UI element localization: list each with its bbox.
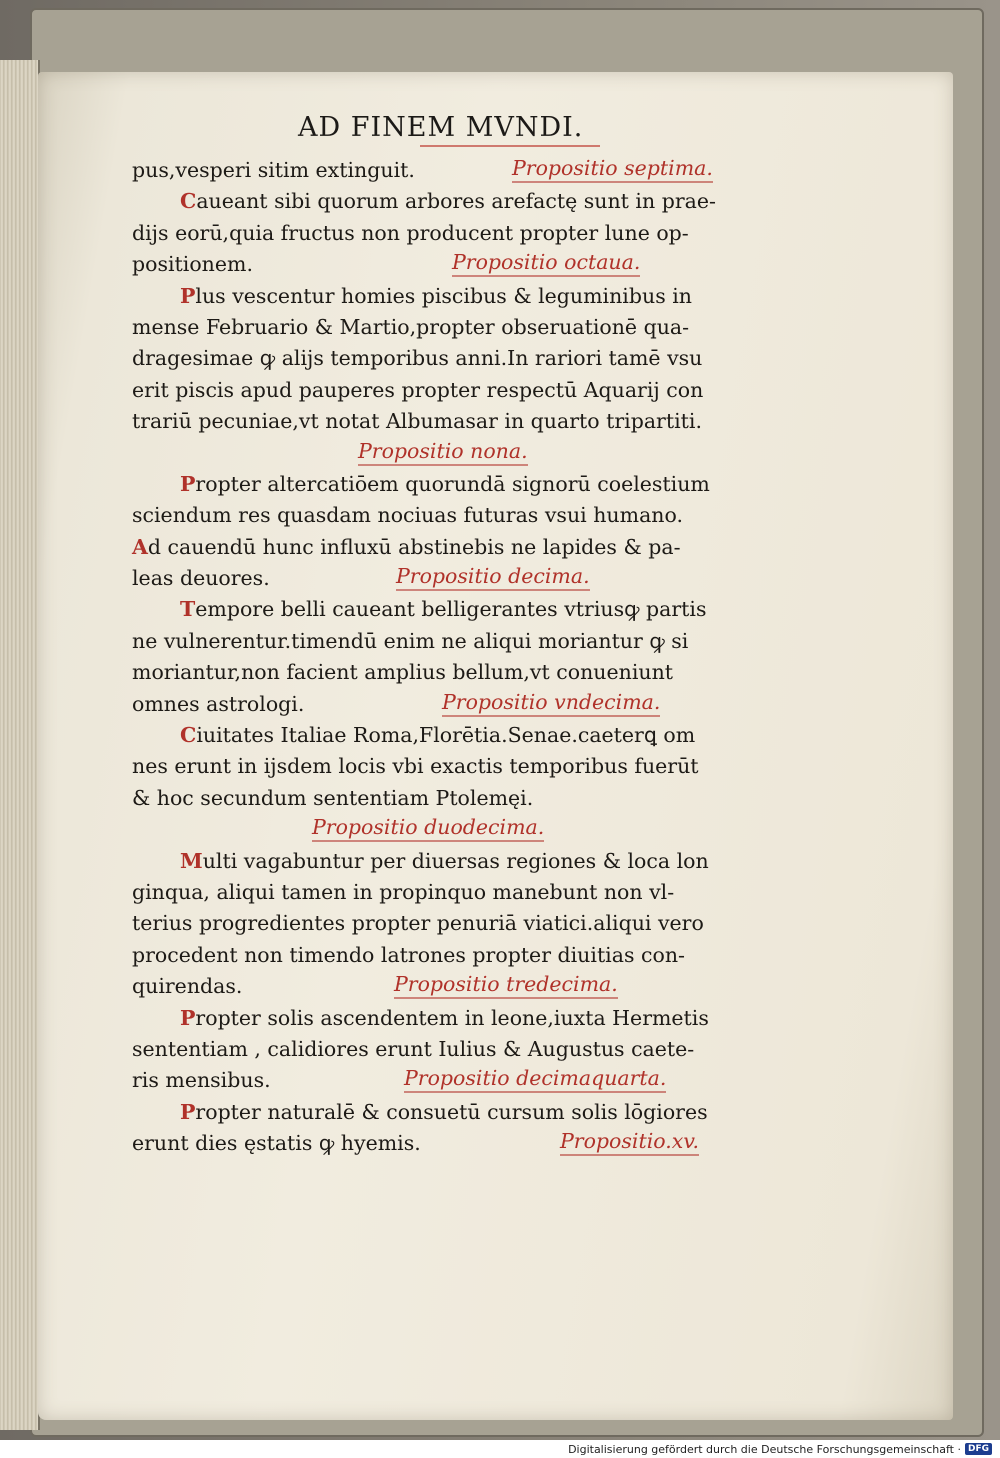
text-line [132, 218, 772, 249]
line-text: procedent non timendo latrones propter diuitias con- [132, 942, 685, 967]
rubricated-initial: P [180, 471, 196, 496]
proposition-heading: Propositio.xv. [560, 1128, 699, 1156]
text-line [132, 438, 772, 469]
line-text: positionem. [132, 252, 253, 277]
proposition-heading: Propositio nona. [358, 438, 528, 466]
proposition-heading: Propositio decimaquarta. [404, 1065, 666, 1093]
line-text: Ciuitates Italiae Roma,Florētia.Senae.caeterꝗ om [180, 723, 696, 748]
running-header: AD FINEM MVNDI. [298, 112, 584, 143]
rubricated-initial: M [180, 848, 203, 873]
line-text: sciendum res quasdam nociuas futuras vsui humano. [132, 503, 683, 528]
proposition-heading: Propositio tredecima. [394, 971, 618, 999]
line-text: dragesimae ꝙ alijs temporibus anni.In rariori tamē vsu [132, 346, 703, 371]
text-line [132, 563, 772, 594]
text-line [132, 626, 772, 657]
book-page-edges [0, 60, 40, 1430]
proposition-heading: Propositio octaua. [452, 249, 640, 277]
text-line [132, 594, 772, 625]
rubricated-initial: P [180, 1099, 196, 1124]
text-line [132, 689, 772, 720]
line-text: ris mensibus. [132, 1068, 271, 1093]
line-text: leas deuores. [132, 566, 270, 591]
text-line [132, 751, 772, 782]
dfg-logo: DFG [965, 1443, 992, 1455]
text-line [132, 312, 772, 343]
proposition-heading: Propositio decima. [396, 563, 590, 591]
credit-text: Digitalisierung gefördert durch die Deutsche Forschungsgemeinschaft · [568, 1442, 961, 1456]
line-text: erunt dies ęstatis ꝙ hyemis. [132, 1131, 421, 1156]
line-text: quirendas. [132, 974, 243, 999]
line-text: erit piscis apud pauperes propter respectū Aquarij con [132, 377, 704, 402]
text-line [132, 343, 772, 374]
proposition-heading: Propositio vndecima. [442, 689, 660, 717]
text-line [132, 720, 772, 751]
rubricated-initial: C [180, 723, 197, 748]
line-text: Ad cauendū hunc influxū abstinebis ne lapides & pa- [132, 534, 681, 559]
line-text: ginqua, aliqui tamen in propinquo manebunt non vl- [132, 879, 675, 904]
line-text: Caueant sibi quorum arbores arefactę sunt in prae- [180, 189, 716, 214]
line-text: terius progredientes propter penuriā viatici.aliqui vero [132, 911, 704, 936]
text-line [132, 375, 772, 406]
proposition-heading: Propositio duodecima. [312, 814, 544, 842]
line-text: trariū pecuniae,vt notat Albumasar in quarto tripartiti. [132, 409, 702, 434]
line-text: Propter naturalē & consuetū cursum solis lōgiores [180, 1099, 708, 1124]
text-line [132, 657, 772, 688]
line-text: dijs eorū,quia fructus non producent propter lune op- [132, 220, 689, 245]
rubricated-initial: P [180, 283, 196, 308]
text-line [132, 971, 772, 1002]
line-text: Propter solis ascendentem in leone,iuxta Hermetis [180, 1005, 709, 1030]
text-line [132, 1003, 772, 1034]
text-line [132, 783, 772, 814]
text-line [132, 155, 772, 186]
text-line [132, 908, 772, 939]
rubricated-initial: C [180, 189, 197, 214]
line-text: pus,vesperi sitim extinguit. [132, 158, 415, 182]
text-line [132, 877, 772, 908]
text-line [132, 1065, 772, 1096]
rubricated-initial: A [132, 534, 148, 559]
line-text: Tempore belli caueant belligerantes vtriusꝙ partis [180, 597, 707, 622]
text-line [132, 281, 772, 312]
text-line [132, 406, 772, 437]
line-text: omnes astrologi. [132, 691, 305, 716]
text-line [132, 940, 772, 971]
proposition-heading: Propositio septima. [512, 155, 713, 183]
page-text [132, 155, 772, 1160]
text-line [132, 1128, 772, 1159]
line-text: sententiam , calidiores erunt Iulius & Augustus caete- [132, 1036, 695, 1061]
line-text: nes erunt in ijsdem locis vbi exactis temporibus fuerūt [132, 754, 699, 779]
text-line [132, 469, 772, 500]
line-text: & hoc secundum sententiam Ptolemęi. [132, 785, 534, 810]
line-text: Plus vescentur homies piscibus & leguminibus in [180, 283, 692, 308]
line-text: mense Februario & Martio,propter obseruationē qua- [132, 314, 690, 339]
line-text: Multi vagabuntur per diuersas regiones & loca lon [180, 848, 709, 873]
text-line [132, 1034, 772, 1065]
text-line [132, 846, 772, 877]
rubricated-initial: P [180, 1005, 196, 1030]
line-text: Propter altercatiōem quorundā signorū coelestium [180, 471, 710, 496]
line-text: ne vulnerentur.timendū enim ne aliqui moriantur ꝙ si [132, 628, 689, 653]
text-line [132, 814, 772, 845]
rubricated-initial: T [180, 597, 196, 622]
text-line [132, 186, 772, 217]
text-line [132, 1097, 772, 1128]
text-line [132, 500, 772, 531]
header-rubric-rule [420, 145, 600, 147]
digitization-credit [568, 1440, 992, 1458]
text-line [132, 532, 772, 563]
text-line [132, 249, 772, 280]
line-text: moriantur,non facient amplius bellum,vt conueniunt [132, 660, 674, 685]
